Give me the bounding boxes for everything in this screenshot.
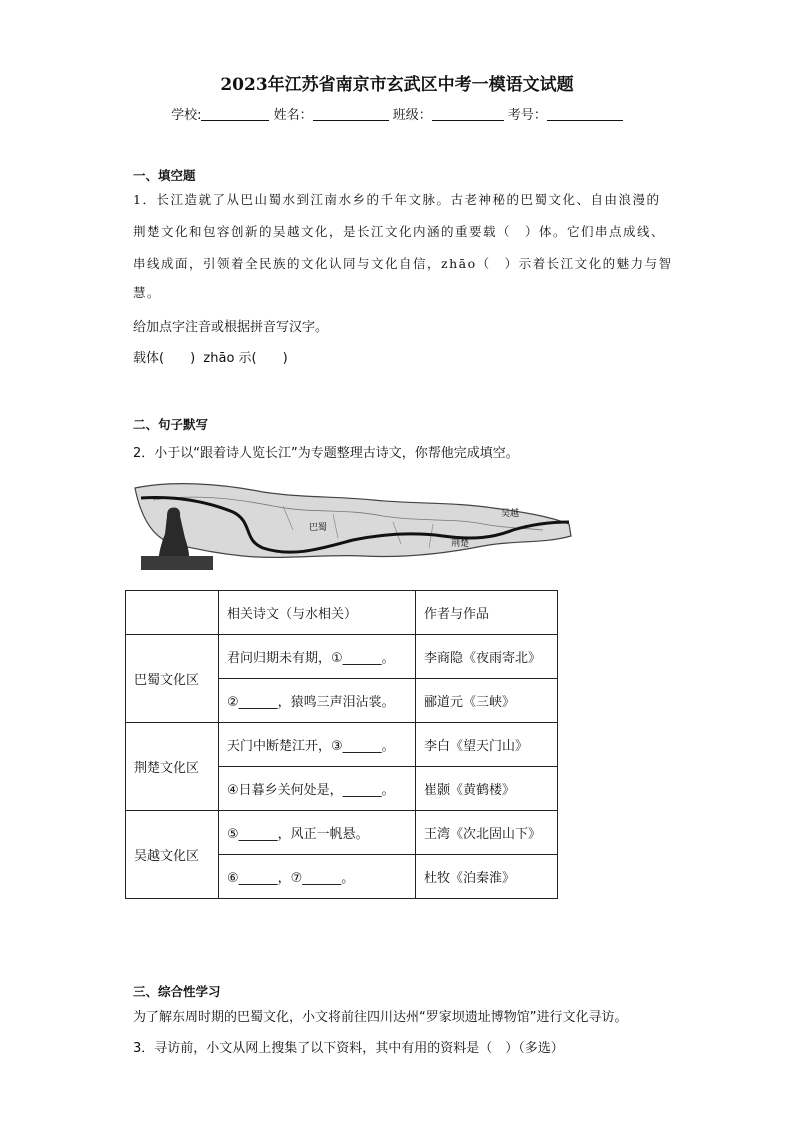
table-row (126, 811, 558, 855)
question-1-line: 串线成面，引领着全民族的文化认同与文化自信，zhāo（ ）示着长江文化的魅力与智 (133, 256, 673, 271)
author-cell: 杜牧《泊秦淮》 (416, 855, 558, 899)
table-header-cell (126, 591, 219, 635)
question-3-text: 3．寻访前，小文从网上搜集了以下资料，其中有用的资料是（ ）（多选） (133, 1041, 564, 1056)
map-label-bashu: 巴蜀 (309, 523, 328, 533)
author-cell: 崔颢《黄鹤楼》 (416, 767, 558, 811)
poem-cell: 君问归期未有期，①______。 (219, 635, 416, 679)
poems-table (125, 590, 558, 899)
page-title: 2023年江苏省南京市玄武区中考一模语文试题 (220, 75, 574, 95)
rock-base (141, 556, 213, 570)
exam-number-label: 考号： (507, 108, 547, 123)
poem-cell: ②______，猿鸣三声泪沾裳。 (219, 679, 416, 723)
question-1-instruction: 给加点字注音或根据拼音写汉字。 (133, 320, 329, 335)
poem-cell: ④日暮乡关何处是，______。 (219, 767, 416, 811)
class-blank (432, 108, 504, 121)
student-info-line (0, 104, 794, 123)
region-cell: 荆楚文化区 (126, 723, 219, 811)
author-cell: 李商隐《夜雨寄北》 (416, 635, 558, 679)
poem-cell: ⑤______，风正一帆悬。 (219, 811, 416, 855)
map-landmass (135, 484, 571, 558)
question-1-line: 慧。 (133, 285, 162, 300)
question-1-line: 荆楚文化和包容创新的吴越文化，是长江文化内涵的重要载（ ）体。它们串点成线、 (133, 224, 666, 239)
class-label: 班级： (392, 108, 432, 123)
region-cell: 巴蜀文化区 (126, 635, 219, 723)
region-cell: 吴越文化区 (126, 811, 219, 899)
school-label: 学校: (171, 108, 202, 123)
author-cell: 郦道元《三峡》 (416, 679, 558, 723)
exam-number-blank (547, 108, 623, 121)
yangtze-river-map (133, 478, 573, 570)
table-header-row (126, 591, 558, 635)
school-blank (201, 108, 269, 121)
section-1-heading: 一、填空题 (133, 168, 196, 183)
question-1-line: 1．长江造就了从巴山蜀水到江南水乡的千年文脉。古老神秘的巴蜀文化、自由浪漫的 (133, 192, 661, 207)
section-3-intro: 为了解东周时期的巴蜀文化，小文将前往四川达州“罗家坝遗址博物馆”进行文化寻访。 (133, 1010, 628, 1025)
name-label: 姓名： (273, 108, 313, 123)
author-cell: 王湾《次北固山下》 (416, 811, 558, 855)
name-blank (313, 108, 389, 121)
map-label-jingchu: 荆楚 (451, 539, 470, 549)
author-cell: 李白《望天门山》 (416, 723, 558, 767)
table-row (126, 635, 558, 679)
table-row (126, 723, 558, 767)
question-2-text: 2．小于以“跟着诗人览长江”为专题整理古诗文，你帮他完成填空。 (133, 446, 519, 461)
poem-cell: 天门中断楚江开，③______。 (219, 723, 416, 767)
section-2-heading: 二、句子默写 (133, 417, 209, 432)
table-header-cell: 作者与作品 (416, 591, 558, 635)
poem-cell: ⑥______，⑦______。 (219, 855, 416, 899)
section-3-heading: 三、综合性学习 (133, 984, 221, 999)
question-1-answer-line: 载体( ) zhāo 示( ) (133, 351, 288, 366)
table-header-cell: 相关诗文（与水相关） (219, 591, 416, 635)
map-label-wuyue: 吴越 (501, 509, 520, 519)
question-1-text (133, 184, 673, 306)
